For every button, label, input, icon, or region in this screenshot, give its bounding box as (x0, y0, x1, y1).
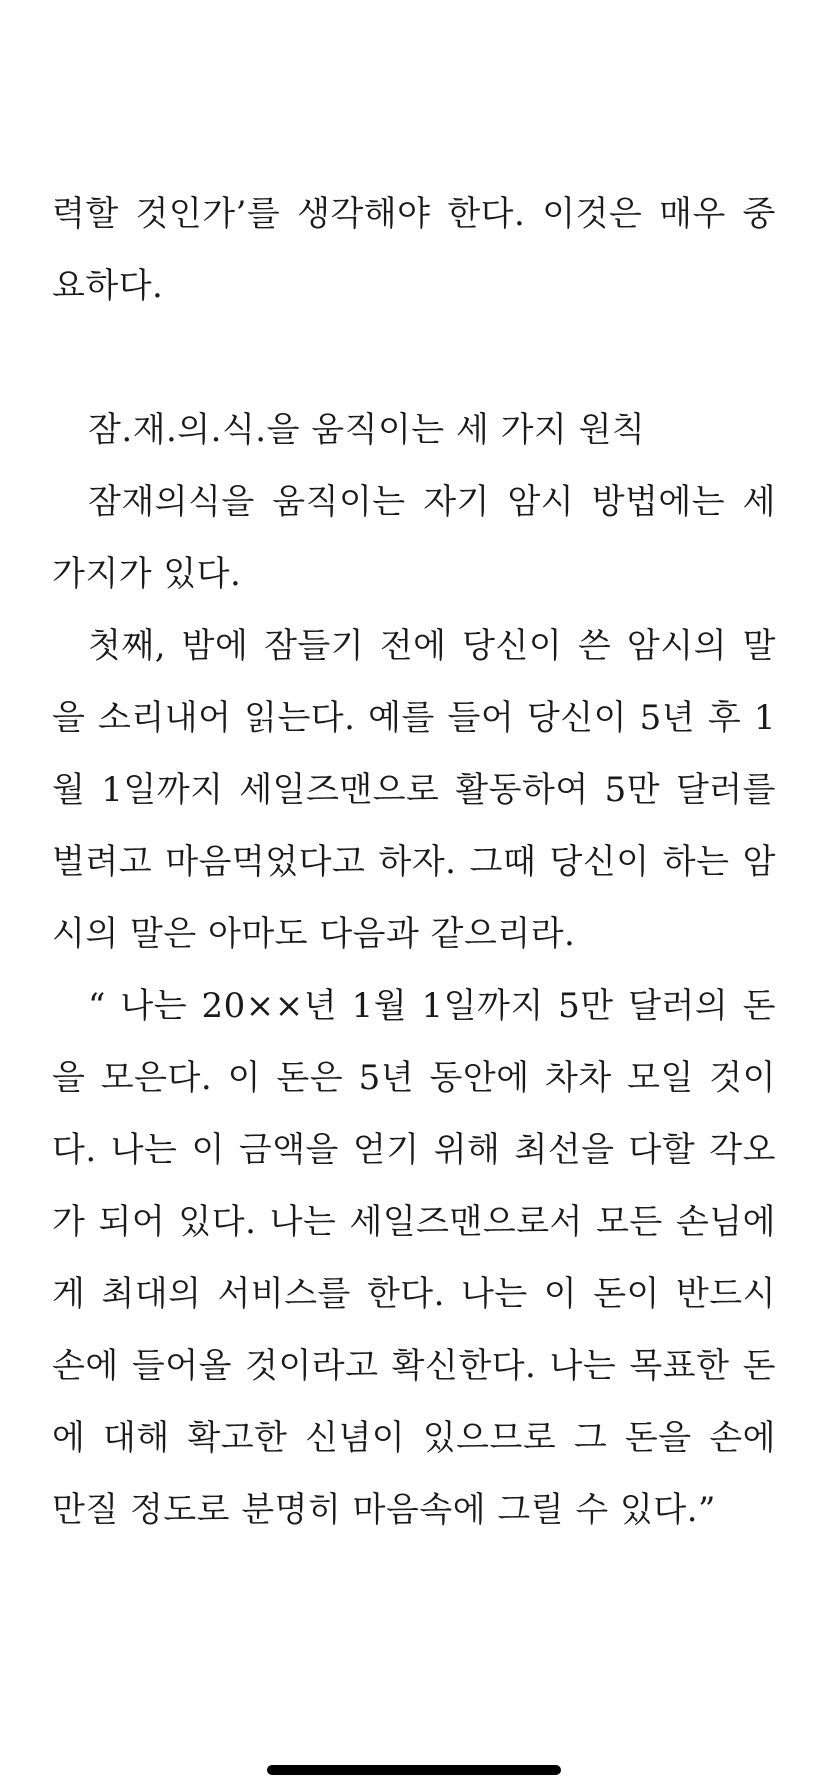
text-line: 첫째, 밤에 잠들기 전에 당신이 쓴 암시의 말 (88, 626, 776, 666)
text-line: 가 되어 있다. 나는 세일즈맨으로서 모든 손님에 (52, 1202, 776, 1242)
text-line: 월 1일까지 세일즈맨으로 활동하여 5만 달러를 (52, 770, 776, 810)
text-line: 요하다. (52, 266, 164, 306)
text-line: “ 나는 20××년 1월 1일까지 5만 달러의 돈 (88, 986, 776, 1026)
text-line: 가지가 있다. (52, 554, 242, 594)
text-line: 잠재의식을 움직이는 자기 암시 방법에는 세 (88, 482, 776, 522)
text-line: 을 소리내어 읽는다. 예를 들어 당신이 5년 후 1 (52, 698, 776, 738)
text-line: 시의 말은 아마도 다음과 같으리라. (52, 914, 576, 954)
text-line: 을 모은다. 이 돈은 5년 동안에 차차 모일 것이 (52, 1058, 776, 1098)
text-line: 에 대해 확고한 신념이 있으므로 그 돈을 손에 (52, 1418, 776, 1458)
text-line: 력할 것인가’를 생각해야 한다. 이것은 매우 중 (52, 194, 776, 234)
text-line: 다. 나는 이 금액을 얻기 위해 최선을 다할 각오 (52, 1130, 776, 1170)
paragraph-gap (52, 322, 776, 394)
section-heading: 잠.재.의.식.을 움직이는 세 가지 원칙 (88, 410, 646, 450)
text-line: 벌려고 마음먹었다고 하자. 그때 당신이 하는 암 (52, 842, 776, 882)
text-line: 게 최대의 서비스를 한다. 나는 이 돈이 반드시 (52, 1274, 776, 1314)
text-line: 만질 정도로 분명히 마음속에 그릴 수 있다.” (52, 1490, 716, 1530)
text-line: 손에 들어올 것이라고 확신한다. 나는 목표한 돈 (52, 1346, 776, 1386)
page-text (52, 178, 776, 1546)
home-indicator[interactable] (267, 1765, 561, 1775)
